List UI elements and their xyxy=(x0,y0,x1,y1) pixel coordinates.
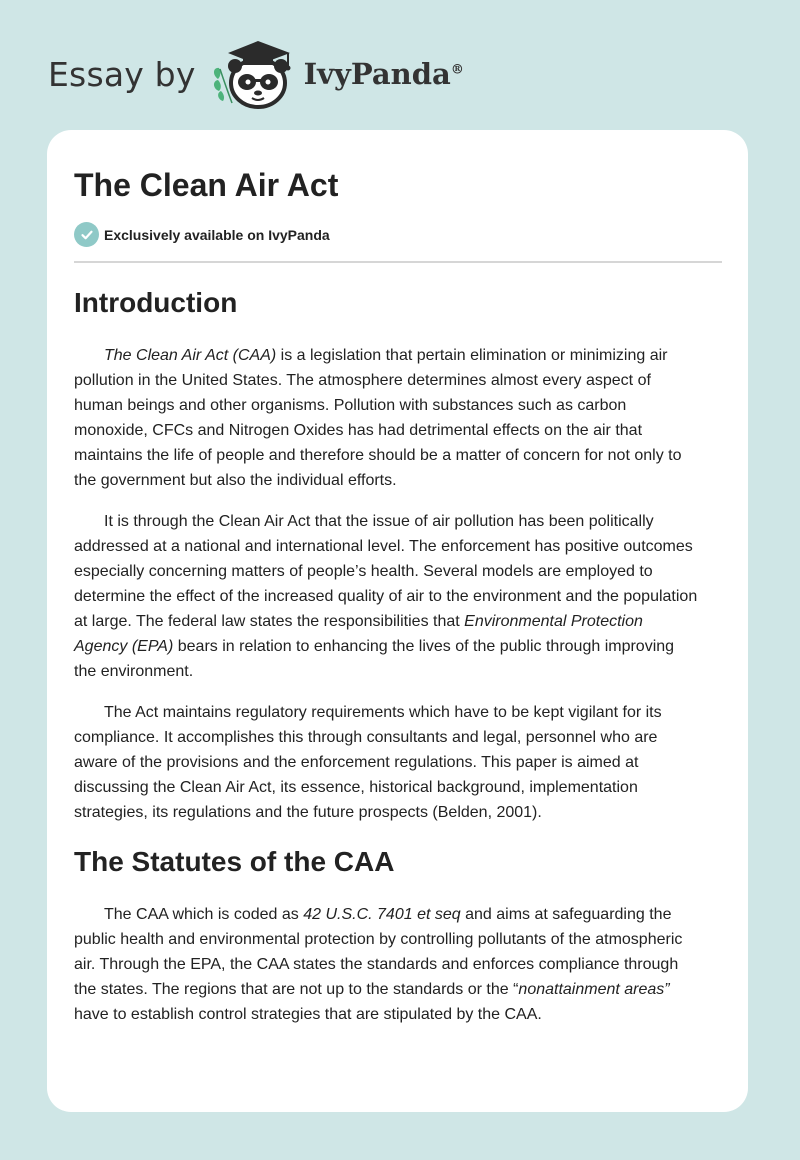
text-run: and aims at safeguarding the xyxy=(460,906,672,923)
text-italic: nonattainment areas” xyxy=(518,981,670,998)
text-line: compliance. It accomplishes this through consultants and legal, personnel who are xyxy=(74,729,658,746)
title-divider xyxy=(74,261,722,263)
text-line: strategies, its regulations and the future prospects (Belden, 2001). xyxy=(74,804,542,821)
paragraph-intro-3 xyxy=(74,700,726,825)
section-heading-introduction: Introduction xyxy=(74,287,238,318)
paragraph-intro-2 xyxy=(74,509,726,684)
text-line: monoxide, CFCs and Nitrogen Oxides has had detrimental effects on the air that xyxy=(74,422,643,439)
text-line: discussing the Clean Air Act, its essence, historical background, implementation xyxy=(74,779,638,796)
registered-mark: ® xyxy=(450,62,464,78)
exclusive-badge xyxy=(74,222,330,247)
text-italic: Agency (EPA) xyxy=(74,638,174,655)
text-run: is a legislation that pertain elimination or minimizing air xyxy=(276,347,668,364)
text-line: have to establish control strategies that are stipulated by the CAA. xyxy=(74,1006,542,1023)
text-line xyxy=(74,902,726,927)
brand-name-text: IvyPanda xyxy=(303,57,451,91)
text-line: The Act maintains regulatory requirements which have to be kept vigilant for its xyxy=(104,704,662,721)
text-line: maintains the life of people and therefore should be a matter of concern for not only to xyxy=(74,447,682,464)
text-line xyxy=(74,977,726,1002)
text-run: The CAA which is coded as xyxy=(104,906,304,923)
text-run: at large. The federal law states the responsibilities that xyxy=(74,613,465,630)
text-line: the environment. xyxy=(74,663,194,680)
text-line xyxy=(74,609,726,634)
paragraph-statutes-1 xyxy=(74,902,726,1027)
text-line xyxy=(74,343,726,368)
text-line: aware of the provisions and the enforcement regulations. This paper is aimed at xyxy=(74,754,639,771)
section-heading-statutes: The Statutes of the CAA xyxy=(74,846,395,877)
page-title: The Clean Air Act xyxy=(74,167,339,203)
text-italic: 42 U.S.C. 7401 et seq xyxy=(303,906,461,923)
text-line: air. Through the EPA, the CAA states the standards and enforces compliance through xyxy=(74,956,679,973)
text-line: determine the effect of the increased quality of air to the environment and the population xyxy=(74,588,698,605)
brand-name xyxy=(304,57,464,91)
text-run: the states. The regions that are not up to the standards or the “ xyxy=(74,981,519,998)
text-line xyxy=(74,634,726,659)
text-line: It is through the Clean Air Act that the issue of air pollution has been politically xyxy=(104,513,654,530)
text-italic: Environmental Protection xyxy=(464,613,643,630)
text-run: bears in relation to enhancing the lives of the public through improving xyxy=(173,638,675,655)
text-line: addressed at a national and international level. The enforcement has positive outcomes xyxy=(74,538,693,555)
article-card xyxy=(47,130,748,1112)
badge-text: Exclusively available on IvyPanda xyxy=(104,226,330,243)
text-line: pollution in the United States. The atmosphere determines almost every aspect of xyxy=(74,372,651,389)
text-line: public health and environmental protection by controlling pollutants of the atmospheric xyxy=(74,931,683,948)
text-line: human beings and other organisms. Pollution with substances such as carbon xyxy=(74,397,627,414)
paragraph-intro-1 xyxy=(74,343,726,493)
panda-logo-icon xyxy=(210,35,302,111)
brand-header xyxy=(48,34,464,114)
brand-prefix: Essay by xyxy=(48,54,196,94)
text-line: especially concerning matters of people’s health. Several models are employed to xyxy=(74,563,653,580)
text-line: the government but also the individual efforts. xyxy=(74,472,397,489)
text-italic: The Clean Air Act (CAA) xyxy=(104,347,277,364)
check-icon xyxy=(74,222,99,247)
